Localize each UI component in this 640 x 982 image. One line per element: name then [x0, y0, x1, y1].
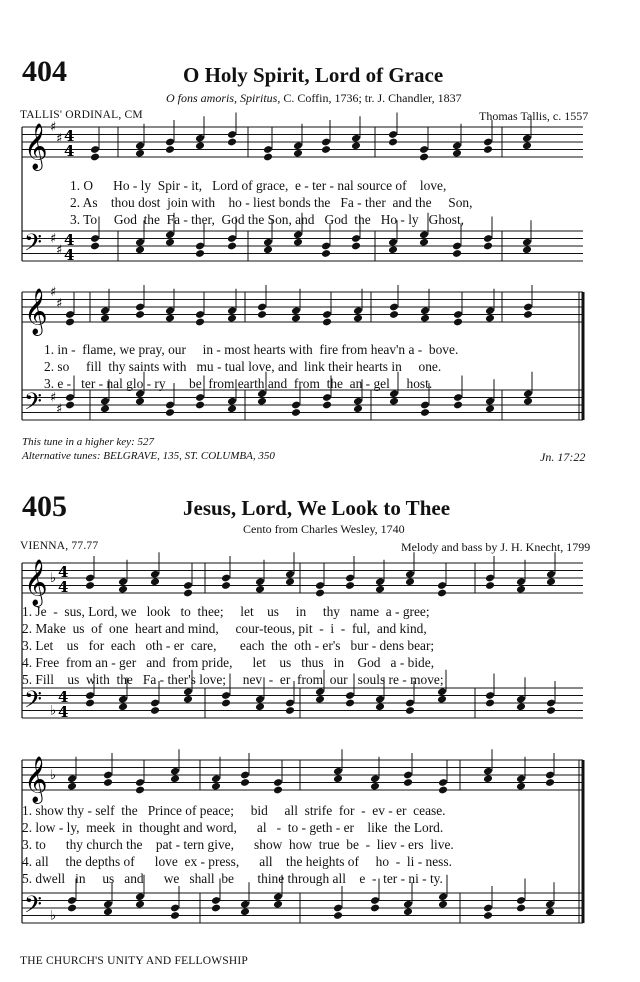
text-source-credit: C. Coffin, 1736; tr. J. Chandler, 1837: [280, 91, 462, 105]
note-head: [135, 397, 145, 406]
note-head: [285, 706, 295, 715]
note-head: [333, 774, 343, 783]
note-head: [516, 904, 526, 913]
sharp-icon: ♯: [56, 401, 63, 417]
composer-credit: Melody and bass by J. H. Knecht, 1799: [401, 540, 591, 554]
note-head: [67, 904, 77, 913]
lyric-line: 3. To God the Fa - ther, God the Son, and God the Ho - ly Ghost,: [70, 212, 465, 227]
flat-icon: ♭: [50, 571, 57, 586]
note-head: [419, 238, 429, 247]
composer-credit: Thomas Tallis, c. 1557: [479, 109, 589, 123]
note-head: [523, 397, 533, 406]
sharp-icon: ♯: [56, 242, 63, 258]
note-head: [221, 699, 231, 708]
note-head: [405, 706, 415, 715]
time-signature-bottom: 4: [58, 703, 69, 721]
note-head: [437, 695, 447, 704]
note-head: [370, 782, 380, 791]
note-head: [388, 138, 398, 147]
note-head: [351, 242, 361, 251]
note-head: [321, 249, 331, 258]
note-head: [118, 585, 128, 594]
note-head: [165, 145, 175, 154]
note-head: [263, 153, 273, 162]
note-head: [438, 900, 448, 909]
note-head: [403, 778, 413, 787]
note-head: [353, 314, 363, 323]
time-signature-top: 4: [58, 688, 69, 706]
note-head: [321, 145, 331, 154]
scripture-reference: Jn. 17:22: [540, 450, 586, 464]
note-head: [211, 904, 221, 913]
note-head: [375, 585, 385, 594]
time-signature-top: 4: [58, 563, 69, 581]
bass-clef-icon: 𝄢: [24, 228, 43, 262]
note-head: [522, 141, 532, 150]
note-head: [438, 786, 448, 795]
note-head: [85, 581, 95, 590]
note-head: [483, 145, 493, 154]
time-signature-bottom: 4: [58, 578, 69, 596]
note-head: [485, 314, 495, 323]
note-head: [403, 907, 413, 916]
time-signature-top: 4: [64, 231, 75, 249]
note-head: [375, 702, 385, 711]
note-head: [322, 401, 332, 410]
note-head: [522, 245, 532, 254]
note-head: [183, 695, 193, 704]
note-head: [257, 397, 267, 406]
note-head: [100, 314, 110, 323]
note-head: [135, 900, 145, 909]
note-head: [103, 907, 113, 916]
flat-icon: ♭: [50, 908, 57, 924]
note-head: [65, 318, 75, 327]
note-head: [135, 245, 145, 254]
note-head: [67, 782, 77, 791]
note-head: [516, 585, 526, 594]
note-head: [211, 782, 221, 791]
note-head: [389, 310, 399, 319]
note-head: [315, 695, 325, 704]
note-head: [485, 404, 495, 413]
note-head: [90, 242, 100, 251]
treble-clef-icon: 𝄞: [24, 288, 48, 335]
note-head: [546, 577, 556, 586]
note-head: [221, 581, 231, 590]
note-head: [273, 900, 283, 909]
note-head: [135, 149, 145, 158]
note-head: [453, 318, 463, 327]
note-head: [165, 408, 175, 417]
note-head: [135, 310, 145, 319]
treble-clef-icon: 𝄞: [24, 123, 48, 170]
lyric-line: 3. e - ter - nal glo - ry be from earth and from the an - gel host.: [44, 376, 433, 391]
text-source: Cento from Charles Wesley, 1740: [243, 522, 405, 536]
lyric-line: 3. to thy church the pat - tern give, show how true be - liev - ers live.: [22, 837, 454, 852]
note-head: [485, 699, 495, 708]
note-head: [353, 404, 363, 413]
bass-clef-icon: 𝄢: [24, 890, 43, 924]
note-head: [227, 138, 237, 147]
note-head: [452, 149, 462, 158]
sharp-icon: ♯: [50, 390, 57, 406]
note-head: [195, 401, 205, 410]
note-head: [452, 249, 462, 258]
note-head: [315, 589, 325, 598]
note-head: [419, 153, 429, 162]
note-head: [345, 581, 355, 590]
bass-clef-icon: 𝄢: [24, 685, 43, 719]
lyric-line: 3. Let us for each oth - er care, each the oth - er's bur - dens bear;: [22, 638, 435, 653]
lyric-line: 4. Free from an - ger and from pride, let us thus in God a - bide,: [22, 655, 435, 670]
note-head: [170, 774, 180, 783]
note-head: [293, 149, 303, 158]
bass-clef-icon: 𝄢: [24, 387, 43, 421]
note-head: [420, 408, 430, 417]
note-head: [453, 401, 463, 410]
text-source-latin: O fons amoris, Spiritus,: [166, 91, 281, 105]
lyric-line: 1. show thy - self the Prince of peace; bid all strife for - ev - er cease.: [22, 803, 446, 818]
note-head: [255, 585, 265, 594]
note-head: [370, 904, 380, 913]
note-head: [195, 141, 205, 150]
note-head: [285, 577, 295, 586]
lyric-line: 2. so fill thy saints with mu - tual love, and link their hearts in one.: [44, 359, 442, 374]
treble-clef-icon: 𝄞: [24, 756, 48, 803]
note-head: [437, 589, 447, 598]
flat-icon: ♭: [50, 768, 57, 783]
note-head: [291, 408, 301, 417]
note-head: [165, 238, 175, 247]
note-head: [291, 314, 301, 323]
note-head: [90, 153, 100, 162]
treble-clef-icon: 𝄞: [24, 559, 48, 606]
page-footer: THE CHURCH'S UNITY AND FELLOWSHIP: [20, 955, 249, 967]
note-head: [545, 907, 555, 916]
note-head: [65, 401, 75, 410]
tune-name: TALLIS' ORDINAL, CM: [20, 109, 143, 121]
note-head: [333, 911, 343, 920]
footnote: Alternative tunes: BELGRAVE, 135, ST. COLUMBA, 350: [22, 450, 275, 462]
flat-icon: ♭: [50, 703, 57, 719]
note-head: [483, 911, 493, 920]
lyric-line: 2. Make us of one heart and mind, cour-teous, pit - i - ful, and kind,: [22, 621, 427, 636]
note-head: [483, 242, 493, 251]
lyric-line: 2. As thou dost join with ho - liest bonds the Fa - ther and the Son,: [70, 195, 473, 210]
note-head: [293, 238, 303, 247]
note-head: [227, 242, 237, 251]
note-head: [351, 141, 361, 150]
note-head: [523, 310, 533, 319]
time-signature-bottom: 4: [64, 246, 75, 264]
note-head: [485, 581, 495, 590]
lyric-line: 5. dwell in us and we shall be thine through all e - ter - ni - ty.: [22, 871, 443, 886]
sharp-icon: ♯: [56, 131, 63, 147]
note-head: [405, 577, 415, 586]
note-head: [255, 702, 265, 711]
note-head: [100, 404, 110, 413]
note-head: [227, 404, 237, 413]
note-head: [257, 310, 267, 319]
note-head: [195, 249, 205, 258]
sharp-icon: ♯: [50, 231, 57, 247]
note-head: [165, 314, 175, 323]
sharp-icon: ♯: [56, 296, 63, 312]
lyric-line: 1. O Ho - ly Spir - it, Lord of grace, e - ter - nal source of love,: [70, 178, 447, 193]
footnote: This tune in a higher key: 527: [22, 436, 154, 448]
time-signature-top: 4: [64, 127, 75, 145]
note-head: [150, 577, 160, 586]
hymn-number: 404: [22, 55, 67, 88]
note-head: [103, 778, 113, 787]
note-head: [388, 245, 398, 254]
sharp-icon: ♯: [50, 120, 57, 135]
note-head: [135, 786, 145, 795]
note-head: [516, 782, 526, 791]
note-head: [545, 778, 555, 787]
note-head: [150, 706, 160, 715]
note-head: [263, 245, 273, 254]
lyric-line: 4. all the depths of love ex - press, all the heights of ho - li - ness.: [22, 854, 452, 869]
note-head: [118, 702, 128, 711]
tune-name: VIENNA, 77.77: [20, 540, 99, 552]
lyric-line: 1. in - flame, we pray, our in - most hearts with fire from heav'n a - bove.: [44, 342, 459, 357]
lyric-line: 2. low - ly, meek in thought and word, al - to - geth - er like the Lord.: [22, 820, 444, 835]
note-head: [516, 702, 526, 711]
note-head: [183, 589, 193, 598]
note-head: [420, 314, 430, 323]
note-head: [240, 907, 250, 916]
note-head: [195, 318, 205, 327]
time-signature-bottom: 4: [64, 142, 75, 160]
hymn-title: Jesus, Lord, We Look to Thee: [183, 496, 451, 520]
note-head: [389, 397, 399, 406]
hymn-title: O Holy Spirit, Lord of Grace: [183, 63, 444, 87]
note-head: [345, 699, 355, 708]
lyric-line: 5. Fill us with the Fa - ther's love; nev - er from our souls re - move;: [22, 672, 444, 687]
note-head: [170, 911, 180, 920]
note-head: [546, 706, 556, 715]
note-head: [322, 318, 332, 327]
note-head: [273, 786, 283, 795]
note-head: [483, 774, 493, 783]
hymn-number: 405: [22, 490, 67, 523]
sharp-icon: ♯: [50, 285, 57, 300]
lyric-line: 1. Je - sus, Lord, we look to thee; let us in thy name a - gree;: [22, 604, 430, 619]
note-head: [227, 314, 237, 323]
note-head: [240, 778, 250, 787]
note-head: [85, 699, 95, 708]
